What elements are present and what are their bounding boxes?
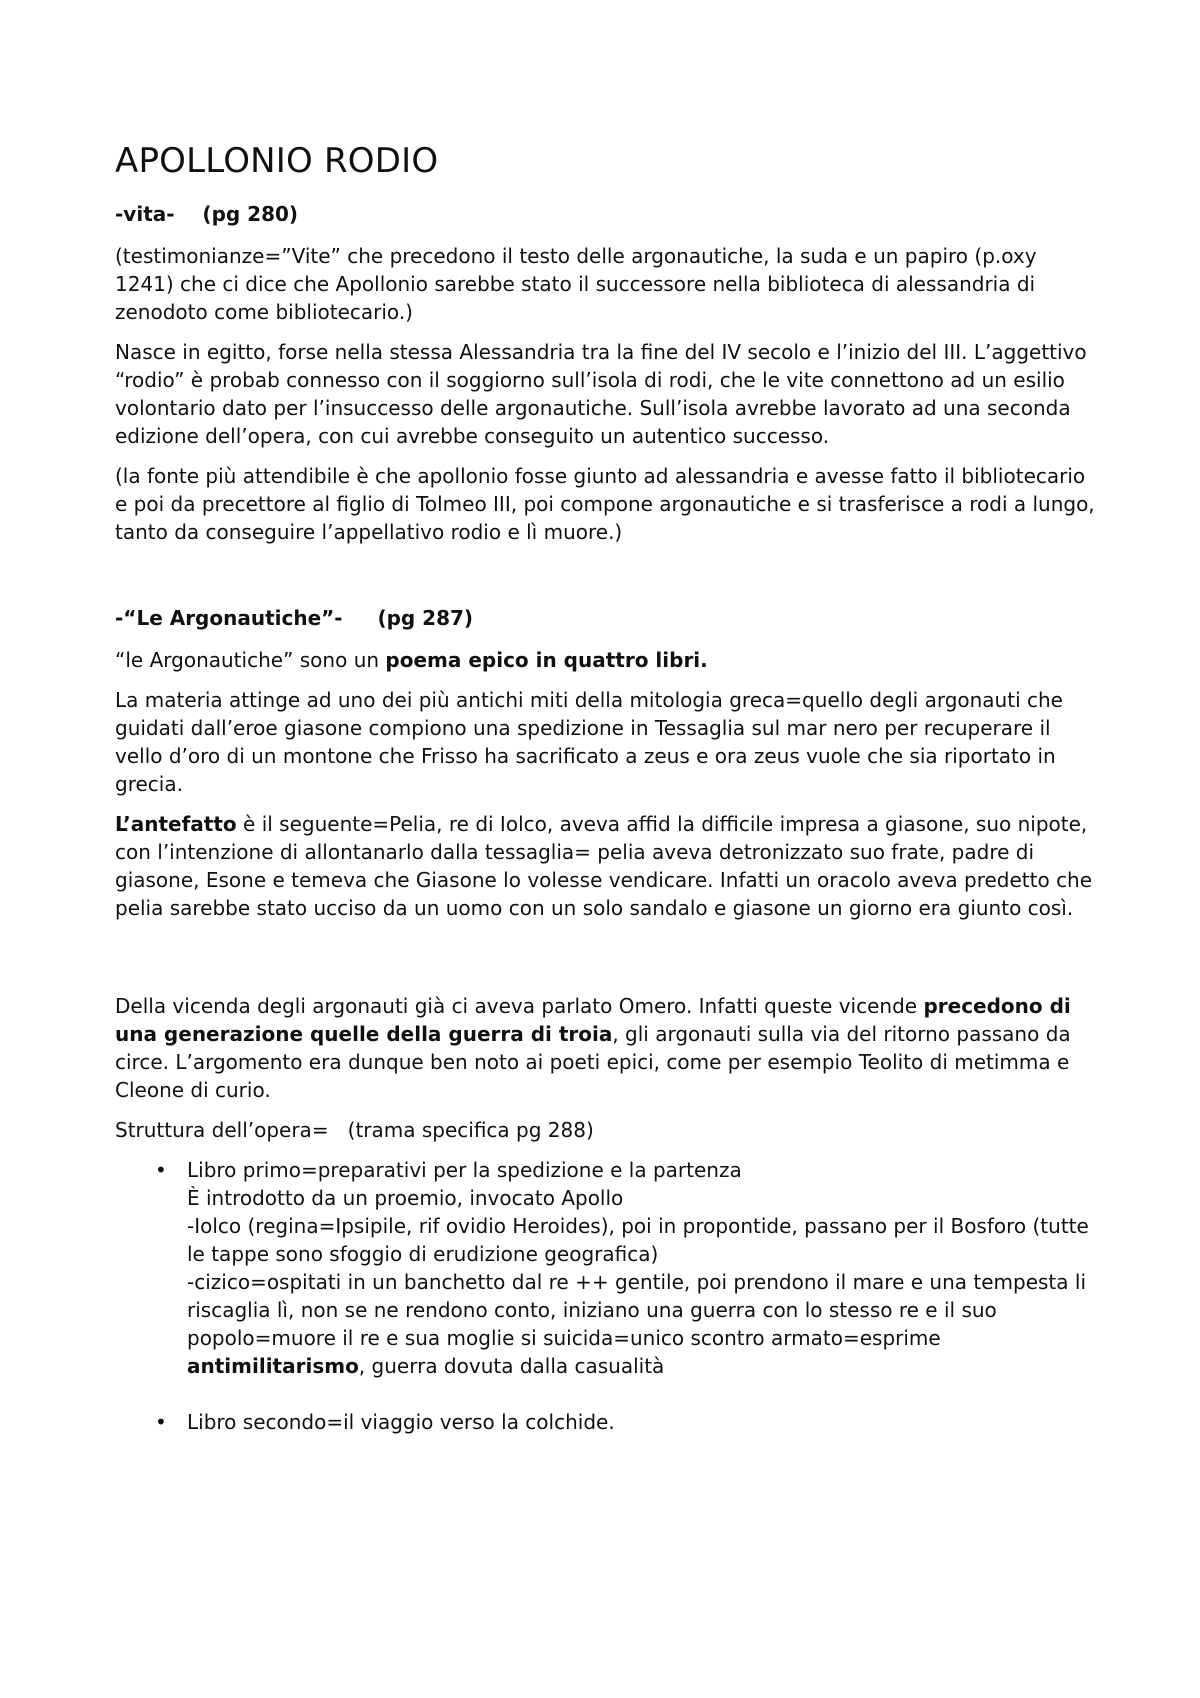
page-reference: (pg 287)	[377, 606, 474, 630]
bullet-glyph: •	[155, 1158, 167, 1182]
paragraph-materia: La materia attinge ad uno dei più antichi miti della mitologia greca=quello degli argonauti che guidati dall’eroe giasone compiono una spedizione in Tessaglia sul mar nero per recuperare il vello d’oro di un montone che Frisso ha sacrificato a zeus e ora zeus vuole che sia riportato in grecia.	[115, 688, 1063, 796]
spacer	[115, 934, 1100, 992]
section-heading-vita	[115, 200, 1100, 228]
text-run: è il seguente=Pelia, re di Iolco, aveva affid la difficile impresa a giasone, suo nipote, con l’intenzione di allontanarlo dalla tessaglia= pelia aveva detronizzato suo frate, padre di giasone, Esone e temeva che Giasone lo volesse vendicare. Infatti un oracolo aveva predetto che pelia sarebbe stato ucciso da un uomo con un solo sandalo e giasone un giorno era giunto così.	[115, 812, 1093, 920]
paragraph-struttura: Struttura dell’opera= (trama specifica pg 288)	[115, 1118, 594, 1142]
list-line: -Iolco (regina=Ipsipile, rif ovidio Heroides), poi in propontide, passano per il Bosforo (tutte le tappe sono sfoggio di erudizione geografica)	[187, 1214, 1089, 1266]
heading-text: -“Le Argonautiche”-	[115, 606, 343, 630]
list-spacer	[155, 1380, 1100, 1408]
text-run: Della vicenda degli argonauti già ci aveva parlato Omero. Infatti queste vicende	[115, 994, 924, 1018]
paragraph-antefatto	[115, 810, 1100, 922]
document-page	[115, 140, 1100, 1436]
text-run: “le Argonautiche” sono un	[115, 648, 386, 672]
section-heading-argonautiche	[115, 604, 1100, 632]
paragraph-testimonianze: (testimonianze=”Vite” che precedono il testo delle argonautiche, la suda e un papiro (p.oxy 1241) che ci dice che Apollonio sarebbe stato il successore nella biblioteca di alessandria di zenodoto come bibliotecario.)	[115, 244, 1037, 324]
paragraph-omero	[115, 992, 1100, 1104]
text-run: , guerra dovuta dalla casualità	[358, 1354, 665, 1378]
page-reference: (pg 280)	[202, 202, 299, 226]
text-run: -cizico=ospitati in un banchetto dal re ++ gentile, poi prendono il mare e una tempesta li riscaglia lì, non se ne rendono conto, iniziano una guerra con lo stesso re e il suo popolo=muore il re e sua moglie si suicida=unico scontro armato=esprime	[187, 1270, 1086, 1350]
spacer	[115, 558, 1100, 604]
bold-text: L’antefatto	[115, 812, 237, 836]
heading-text: -vita-	[115, 202, 175, 226]
bold-text: antimilitarismo	[187, 1354, 359, 1378]
paragraph-nascita: Nasce in egitto, forse nella stessa Alessandria tra la fine del IV secolo e l’inizio del III. L’aggettivo “rodio” è probab connesso con il soggiorno sull’isola di rodi, che le vite connettono ad un esilio volontario dato per l’insuccesso delle argonautiche. Sull’isola avrebbe lavorato ad una seconda edizione dell’opera, con cui avrebbe conseguito un autentico successo.	[115, 340, 1087, 448]
list-line	[187, 1268, 1100, 1380]
text-run: , gli argonauti sulla via del ritorno passano da circe. L’argomento era dunque ben noto ai poeti epici, come per esempio Teolito di metimma e Cleone di curio.	[115, 1022, 1071, 1102]
paragraph-poema	[115, 646, 1100, 674]
list-item	[155, 1156, 1100, 1380]
bullet-glyph: •	[155, 1410, 167, 1434]
bullet-list	[115, 1156, 1100, 1436]
list-line: Libro secondo=il viaggio verso la colchide.	[187, 1410, 615, 1434]
paragraph-fonte: (la fonte più attendibile è che apollonio fosse giunto ad alessandria e avesse fatto il bibliotecario e poi da precettore al figlio di Tolmeo III, poi compone argonautiche e si trasferisce a rodi a lungo, tanto da conseguire l’appellativo rodio e lì muore.)	[115, 464, 1095, 544]
bold-text: poema epico in quattro libri.	[385, 648, 708, 672]
list-line: È introdotto da un proemio, invocato Apollo	[187, 1186, 624, 1210]
document-title: APOLLONIO RODIO	[115, 141, 439, 181]
list-item	[155, 1408, 1100, 1436]
bold-text: precedono di una generazione quelle della guerra di troia	[115, 994, 1071, 1046]
list-line: Libro primo=preparativi per la spedizione e la partenza	[187, 1158, 742, 1182]
